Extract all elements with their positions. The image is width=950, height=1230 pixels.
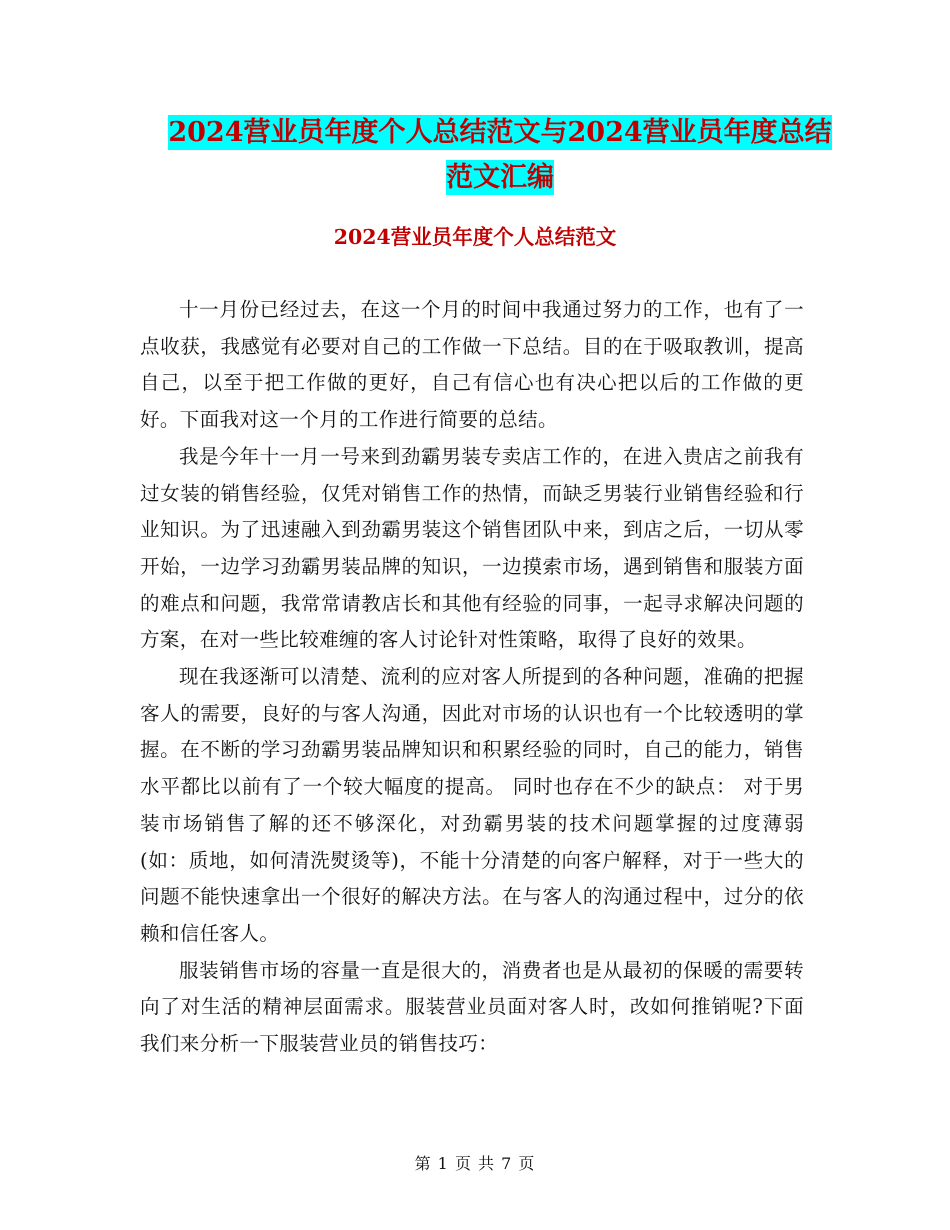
paragraph: 现在我逐渐可以清楚、流利的应对客人所提到的各种问题，准确的把握客人的需要，良好的与客人沟通，因此对市场的认识也有一个比较透明的掌握。在不断的学习劲霸男装品牌知识和积累经验的同时，自己的能力，销售水平都比以前有了一个较大幅度的提高。 同时也存在不少的缺点： 对于男装市场销售了解的还不够深化，对劲霸男装的技术问题掌握的过度薄弱(如：质地，如何清洗熨烫等)，不能十分清楚的向客户解释，对于一些大的问题不能快速拿出一个很好的解决方法。在与客人的沟通过程中，过分的依赖和信任客人。 — [140, 665, 804, 945]
paragraph: 服装销售市场的容量一直是很大的，消费者也是从最初的保暖的需要转向了对生活的精神层面需求。服装营业员面对客人时，改如何推销呢?下面我们来分析一下服装营业员的销售技巧： — [140, 958, 804, 1056]
section-title: 2024营业员年度个人总结范文 — [333, 225, 617, 249]
paragraph: 我是今年十一月一号来到劲霸男装专卖店工作的，在进入贵店之前我有过女装的销售经验，仅凭对销售工作的热情，而缺乏男装行业销售经验和行业知识。为了迅速融入到劲霸男装这个销售团队中来，到店之后，一切从零开始，一边学习劲霸男装品牌的知识，一边摸索市场，遇到销售和服装方面的难点和问题，我常常请教店长和其他有经验的同事，一起寻求解决问题的方案，在对一些比较难缠的客人讨论针对性策略，取得了良好的效果。 — [140, 444, 804, 652]
document-title — [140, 110, 860, 200]
document-title-line2: 范文汇编 — [446, 162, 554, 193]
body-text — [140, 292, 804, 1063]
document-title-line1: 2024营业员年度个人总结范文与2024营业员年度总结 — [168, 117, 832, 148]
page-number-footer: 第 1 页 共 7 页 — [414, 1154, 536, 1173]
paragraph: 十一月份已经过去，在这一个月的时间中我通过努力的工作，也有了一点收获，我感觉有必要对自己的工作做一下总结。目的在于吸取教训，提高自己，以至于把工作做的更好，自己有信心也有决心把以后的工作做的更好。下面我对这一个月的工作进行简要的总结。 — [140, 298, 804, 432]
